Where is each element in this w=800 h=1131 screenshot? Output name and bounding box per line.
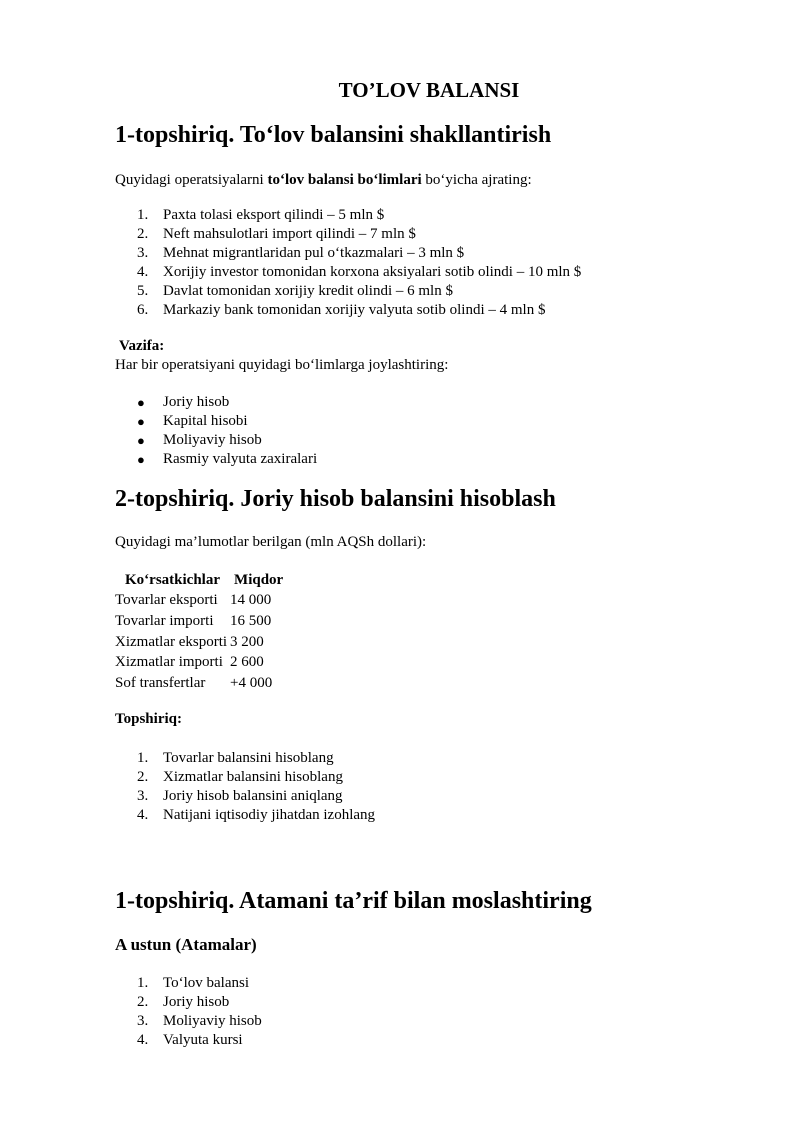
list-item: ● Rasmiy valyuta zaxiralari (137, 451, 318, 467)
list-item: 4. Xorijiy investor tomonidan korxona aksiyalari sotib olindi – 10 mln $ (137, 264, 582, 280)
section1-heading: 1-topshiriq. To‘lov balansini shakllantirish (115, 122, 552, 148)
table-cell: Tovarlar importi (115, 612, 214, 629)
table-cell: 16 500 (230, 612, 272, 629)
table-cell: Tovarlar eksporti (115, 592, 218, 609)
table-cell: 3 200 (230, 633, 264, 650)
section2-heading: 2-topshiriq. Joriy hisob balansini hisoblash (115, 486, 556, 512)
list-item: ● Kapital hisobi (137, 413, 248, 429)
list-item: 1. Paxta tolasi eksport qilindi – 5 mln $ (137, 207, 385, 223)
list-item: 1. Tovarlar balansini hisoblang (137, 750, 334, 766)
list-item: 4. Valyuta kursi (137, 1032, 243, 1048)
table-header-cell: Ko‘rsatkichlar (125, 571, 220, 588)
table-header-cell: Miqdor (234, 571, 284, 588)
table-cell: +4 000 (230, 674, 273, 691)
document-title: TO’LOV BALANSI (338, 78, 520, 102)
bullet-icon: ● (137, 414, 145, 429)
list-item: 3. Mehnat migrantlaridan pul o‘tkazmalari – 3 mln $ (137, 245, 465, 261)
list-item: 3. Joriy hisob balansini aniqlang (137, 788, 343, 804)
table-cell: 2 600 (230, 654, 264, 671)
list-item: ● Moliyaviy hisob (137, 432, 262, 448)
list-item: 5. Davlat tomonidan xorijiy kredit olindi – 6 mln $ (137, 283, 453, 299)
list-item: 2. Neft mahsulotlari import qilindi – 7 mln $ (137, 226, 416, 242)
table-row (115, 611, 286, 632)
table-header-row (115, 570, 286, 591)
list-item: 3. Moliyaviy hisob (137, 1013, 262, 1029)
section1-operations-list (115, 206, 581, 320)
section3-subheading: A ustun (Atamalar) (115, 935, 257, 954)
section3-heading: 1-topshiriq. Atamani ta’rif bilan moslashtiring (115, 888, 592, 914)
section1-task-label: Vazifa: (119, 338, 165, 354)
list-item: 6. Markaziy bank tomonidan xorijiy valyuta sotib olindi – 4 mln $ (137, 302, 546, 318)
section1-intro-pre: Quyidagi operatsiyalarni (115, 172, 268, 188)
bullet-icon: ● (137, 395, 145, 410)
table-cell: Xizmatlar importi (115, 654, 223, 671)
bullet-icon: ● (137, 433, 145, 448)
table-cell: 14 000 (230, 592, 272, 609)
list-item: ● Joriy hisob (137, 394, 230, 410)
section2-task-list (115, 749, 375, 825)
table-cell: Xizmatlar eksporti (115, 633, 228, 650)
section1-intro-post: bo‘yicha ajrating: (421, 172, 532, 188)
section1-intro (115, 172, 532, 189)
section2-intro: Quyidagi ma’lumotlar berilgan (mln AQSh dollari): (115, 534, 427, 550)
section1-intro-bold: to‘lov balansi bo‘limlari (267, 172, 422, 188)
section1-task-text: Har bir operatsiyani quyidagi bo‘limlarga joylashtiring: (115, 357, 449, 373)
table-row (115, 652, 286, 673)
indicators-table (115, 570, 286, 694)
section1-categories-list (115, 393, 317, 469)
table-cell: Sof transfertlar (115, 674, 206, 691)
section2-task-label: Topshiriq: (115, 711, 182, 727)
list-item: 1. To‘lov balansi (137, 975, 250, 991)
list-item: 4. Natijani iqtisodiy jihatdan izohlang (137, 807, 376, 823)
table-row (115, 632, 286, 653)
section3-terms-list (115, 974, 262, 1050)
bullet-icon: ● (137, 452, 145, 467)
list-item: 2. Xizmatlar balansini hisoblang (137, 769, 343, 785)
list-item: 2. Joriy hisob (137, 994, 230, 1010)
table-row (115, 673, 286, 694)
table-row (115, 591, 286, 612)
